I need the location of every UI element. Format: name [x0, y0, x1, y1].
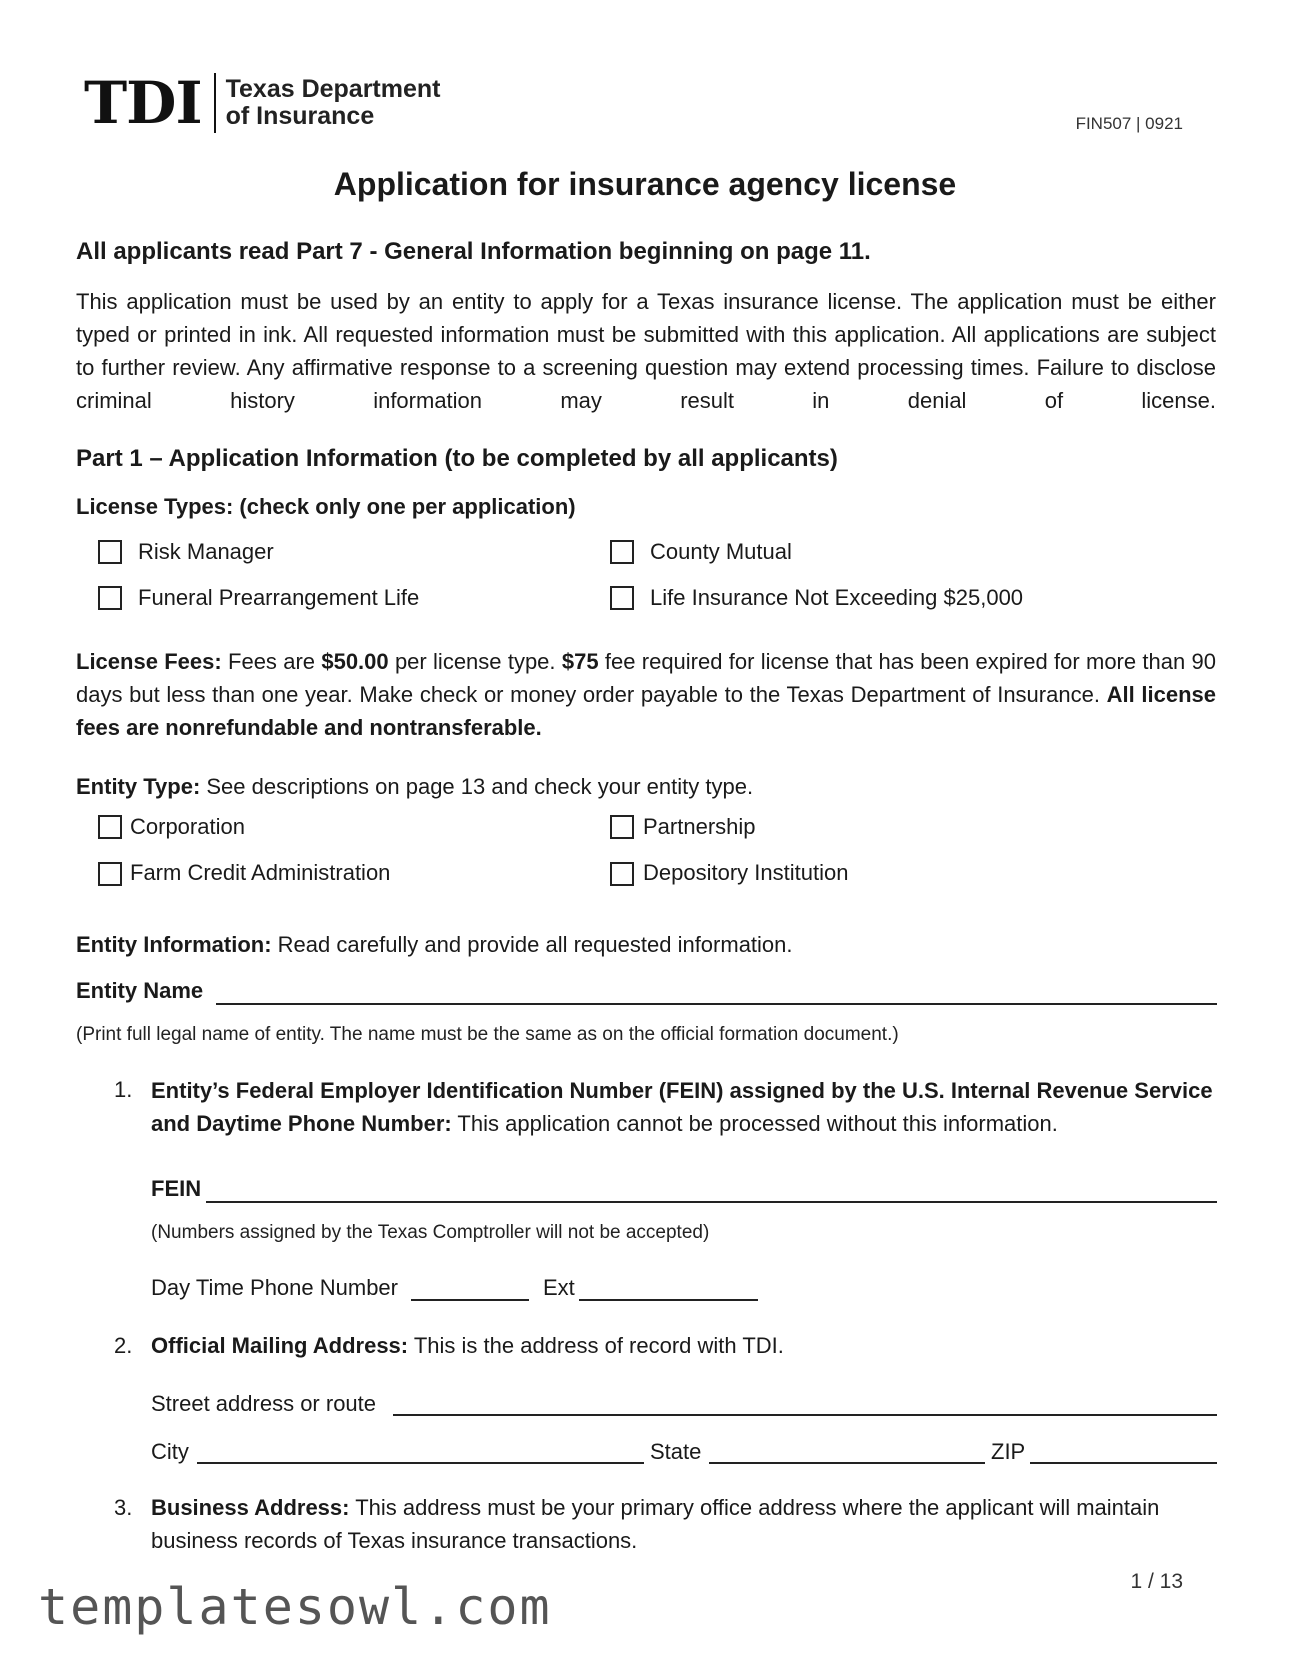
license-type-label: County Mutual [650, 539, 792, 564]
fees-bold-tail: All license fees are nonrefundable and nontransferable. [76, 682, 1216, 740]
item-number: 1. [114, 1077, 133, 1102]
entity-type-line [76, 774, 753, 800]
state-field[interactable] [709, 1462, 985, 1464]
logo-divider [214, 73, 216, 133]
fein-label: FEIN [151, 1176, 202, 1201]
item-2-bold: Official Mailing Address: [151, 1333, 409, 1358]
tdi-logo [84, 69, 441, 137]
entity-type-option: Farm Credit Administration [130, 860, 391, 885]
state-label: State [650, 1439, 702, 1464]
street-label: Street address or route [151, 1391, 377, 1416]
part1-heading: Part 1 – Application Information (to be completed by all applicants) [76, 445, 838, 472]
entity-name-field[interactable] [216, 1003, 1217, 1005]
item-1-bold: Entity’s Federal Employer Identification Number (FEIN) assigned by the U.S. Internal Revenue Service and Daytime Phone Number: [151, 1078, 1213, 1136]
item-2-plain: This is the address of record with TDI. [408, 1333, 784, 1358]
page-number: 1 / 13 [1130, 1570, 1183, 1593]
fees-text-2: per license type. [388, 649, 562, 674]
checkbox-partnership[interactable] [610, 815, 634, 839]
intro-paragraph [76, 285, 1216, 417]
entity-name-label: Entity Name [76, 978, 204, 1003]
entity-type-label: Entity Type: [76, 774, 201, 799]
entity-type-option: Depository Institution [643, 860, 849, 885]
checkbox-life-insurance-25000[interactable] [610, 586, 634, 610]
logo-line-2: of Insurance [225, 102, 375, 130]
checkbox-county-mutual[interactable] [610, 540, 634, 564]
item-1-plain: This application cannot be processed without this information. [451, 1111, 1058, 1136]
entity-info-text: Read carefully and provide all requested information. [271, 932, 793, 957]
checkbox-corporation[interactable] [98, 815, 122, 839]
license-type-label: Risk Manager [138, 539, 274, 564]
item-1-text [151, 1074, 1217, 1140]
fees-amount-1: $50.00 [321, 649, 389, 674]
license-type-label: Funeral Prearrangement Life [138, 585, 420, 610]
phone-field[interactable] [411, 1299, 529, 1301]
checkbox-risk-manager[interactable] [98, 540, 122, 564]
intro-heading: All applicants read Part 7 - General Information beginning on page 11. [76, 238, 871, 265]
city-field[interactable] [197, 1462, 644, 1464]
logo-line-1: Texas Department [225, 75, 441, 103]
entity-type-text: See descriptions on page 13 and check your entity type. [200, 774, 754, 799]
fein-note: (Numbers assigned by the Texas Comptroller will not be accepted) [151, 1222, 710, 1243]
city-label: City [151, 1439, 189, 1464]
zip-field[interactable] [1030, 1462, 1217, 1464]
form-code: FIN507 | 0921 [1075, 114, 1183, 133]
entity-info-label: Entity Information: [76, 932, 272, 957]
checkbox-depository-institution[interactable] [610, 862, 634, 886]
ext-field[interactable] [579, 1299, 758, 1301]
fees-text-1: Fees are [221, 649, 322, 674]
fees-text-3: fee required for license that has been expired for more than 90 days but less than one year. Make check or money order payable to the Texas Department of Insurance. [76, 649, 1217, 707]
item-number: 3. [114, 1495, 133, 1520]
license-fees-paragraph [76, 645, 1216, 744]
item-3-bold: Business Address: [151, 1495, 350, 1520]
license-types-label: License Types: (check only one per application) [76, 494, 576, 519]
checkbox-farm-credit-administration[interactable] [98, 862, 122, 886]
entity-type-option: Partnership [643, 814, 756, 839]
street-field[interactable] [393, 1414, 1217, 1416]
page-title: Application for insurance agency license [333, 166, 957, 202]
fees-label: License Fees: [76, 649, 222, 674]
item-number: 2. [114, 1333, 133, 1358]
intro-paragraph-text: This application must be used by an entity to apply for a Texas insurance license. The application must be either typed or printed in ink. All requested information must be submitted with this application. All applications are subject to further review. Any affirmative response to a screening question may extend processing times. Failure to disclose criminal history information may result in denial of license. [76, 289, 1216, 413]
fees-amount-2: $75 [561, 649, 599, 674]
logo-text [226, 76, 441, 130]
license-type-label: Life Insurance Not Exceeding $25,000 [650, 585, 1024, 610]
checkbox-funeral-prearrangement-life[interactable] [98, 586, 122, 610]
item-3-plain: This address must be your primary office address where the applicant will maintain business records of Texas insurance transactions. [151, 1495, 1160, 1553]
zip-label: ZIP [991, 1439, 1026, 1464]
ext-label: Ext [543, 1275, 575, 1300]
item-2-text [151, 1333, 784, 1359]
phone-label: Day Time Phone Number [151, 1275, 398, 1300]
item-3-text [151, 1491, 1217, 1557]
watermark: templatesowl.com [38, 1578, 552, 1636]
entity-info-line [76, 932, 793, 958]
fein-field[interactable] [206, 1201, 1217, 1203]
logo-mark: TDI [84, 69, 202, 137]
entity-name-note: (Print full legal name of entity. The name must be the same as on the official formation document.) [76, 1024, 899, 1045]
entity-type-option: Corporation [130, 814, 245, 839]
